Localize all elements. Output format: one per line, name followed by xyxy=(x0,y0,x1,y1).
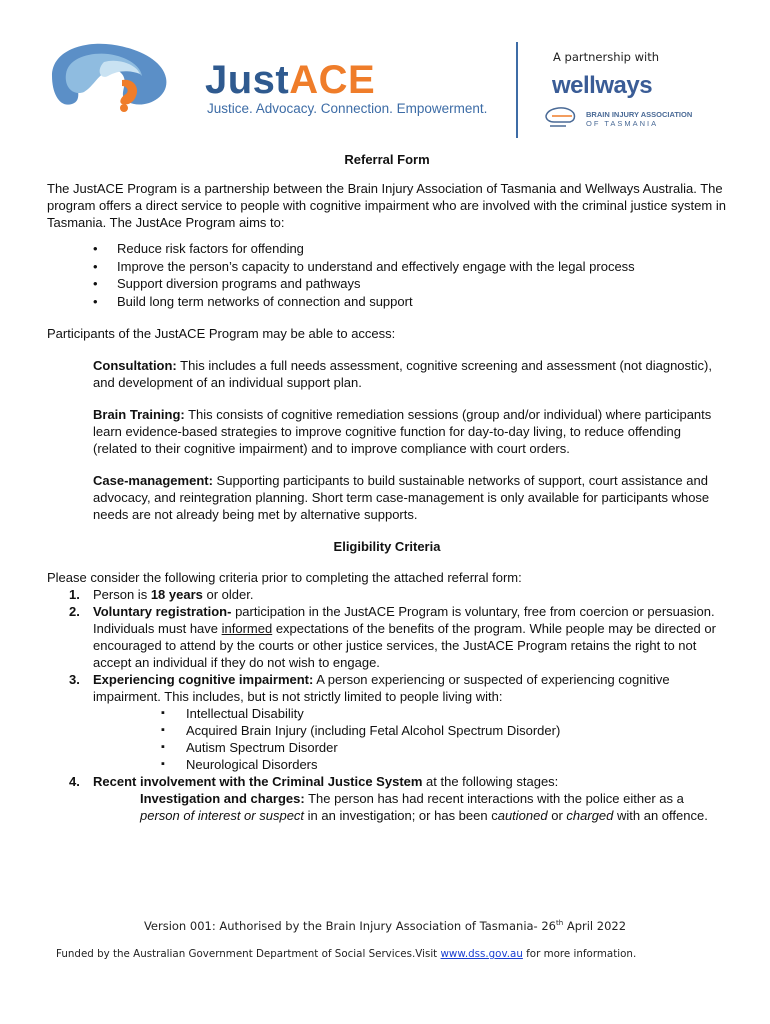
bia-logo-icon xyxy=(542,104,582,132)
aims-list xyxy=(47,240,727,310)
criterion-3: 3. Experiencing cognitive impairment: A person experiencing or suspected of experiencing cognitive impairment. This includes, but is not strictly limited to people living with: xyxy=(69,672,670,704)
partnership-label: A partnership with xyxy=(553,50,660,64)
service-brain-training: Brain Training: This consists of cognitive remediation sessions (group and/or individual) where participants learn evidence-based strategies to improve cognitive function for day-to-day living, to reduce offending (related to their cognitive impairment) and to improve compliance with court orders. xyxy=(93,407,712,456)
divider xyxy=(516,42,518,138)
brand-title: JustACE xyxy=(205,58,376,102)
access-intro: Participants of the JustACE Program may be able to access: xyxy=(47,326,396,341)
criteria-list-cont xyxy=(47,773,727,790)
bia-name: BRAIN INJURY ASSOCIATION OF TASMANIA xyxy=(586,110,693,128)
eligibility-intro: Please consider the following criteria prior to completing the attached referral form: xyxy=(47,570,522,585)
funding-footer: Funded by the Australian Government Department of Social Services.Visit www.dss.gov.au for more information. xyxy=(56,948,637,960)
list-item: • Reduce risk factors for offending xyxy=(117,240,727,258)
conditions-list xyxy=(47,705,727,773)
intro-paragraph: The JustACE Program is a partnership between the Brain Injury Association of Tasmania and Wellways Australia. The program offers a direct service to people with cognitive impairment who are involved with the criminal justice system in Tasmania. The JustAce Program aims to: xyxy=(47,181,726,230)
criterion-1: 1. Person is 18 years or older. xyxy=(69,587,254,602)
list-item: ▪ Acquired Brain Injury (including Fetal Alcohol Spectrum Disorder) xyxy=(186,722,727,739)
eligibility-heading: Eligibility Criteria xyxy=(333,539,441,554)
justace-logo-icon xyxy=(44,40,174,112)
version-footer: Version 001: Authorised by the Brain Injury Association of Tasmania- 26th April 2022 xyxy=(143,919,627,933)
stage-investigation: Investigation and charges: The person has had recent interactions with the police either as a person of interest or suspect in an investigation; or has been cautioned or charged with an offence. xyxy=(140,791,708,823)
criterion-4: 4. Recent involvement with the Criminal Justice System at the following stages: xyxy=(69,774,559,789)
service-case-management: Case-management: Supporting participants to build sustainable networks of support, court assistance and advocacy, and reintegration planning. Short term case-management is only available for participants whose needs are not already being met by alternative supports. xyxy=(93,473,710,522)
list-item: ▪ Autism Spectrum Disorder xyxy=(186,739,727,756)
criterion-2: 2. Voluntary registration- participation in the JustACE Program is voluntary, free from coercion or persuasion. Individuals must have informed expectations of the benefits of the program. While people may be directed or encouraged to attend by the courts or other justice services, the JustACE Program retains the right to not accept an individual if they do not wish to engage. xyxy=(69,604,716,670)
list-item: • Support diversion programs and pathways xyxy=(117,275,727,293)
tagline: Justice. Advocacy. Connection. Empowerment. xyxy=(207,101,488,116)
criteria-list xyxy=(47,586,727,705)
list-item: ▪ Neurological Disorders xyxy=(186,756,727,773)
letterhead xyxy=(0,0,770,150)
list-item: • Improve the person’s capacity to understand and effectively engage with the legal process xyxy=(117,258,727,276)
list-item: ▪ Intellectual Disability xyxy=(186,705,727,722)
service-consultation: Consultation: This includes a full needs assessment, cognitive screening and assessment (not diagnostic), and development of an individual support plan. xyxy=(93,358,712,390)
dss-link[interactable]: www.dss.gov.au xyxy=(440,948,523,960)
page-title: Referral Form xyxy=(344,152,430,167)
wellways-logo: wellways xyxy=(552,72,653,99)
document-body xyxy=(47,152,727,824)
list-item: • Build long term networks of connection and support xyxy=(117,293,727,311)
